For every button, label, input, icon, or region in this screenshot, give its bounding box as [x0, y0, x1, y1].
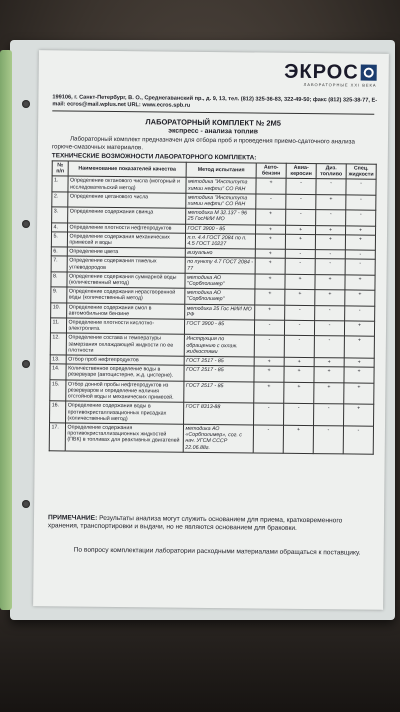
applicability-mark: - — [284, 336, 314, 358]
row-method: визуально — [185, 248, 255, 258]
applicability-mark: + — [344, 383, 374, 405]
row-method: методика "Института химии нефти" СО РАН — [186, 178, 256, 194]
row-parameter: Количественное определение воды в резервуаре (автоцистерне, ж.д. цистерне). — [66, 364, 184, 381]
applicability-mark: + — [315, 274, 345, 290]
applicability-mark: - — [254, 320, 284, 336]
punch-hole — [22, 100, 30, 108]
company-address: 199106, г. Санкт-Петербург, В. О., Среднегаванский пр., д. 9, 13, тел. (812) 325-36-83, 322-49-50; факс (812) 325-38-77, E-mail: ecros@mail.wplus.net URL: www.ecros.spb.ru — [52, 94, 378, 109]
applicability-mark: + — [344, 367, 374, 383]
applicability-mark: - — [345, 306, 375, 322]
applicability-mark: + — [255, 274, 285, 290]
row-number: 5. — [51, 232, 67, 248]
row-number: 15. — [50, 380, 66, 402]
row-parameter: Определение содержания смол в автомобильном бензине — [67, 303, 185, 320]
applicability-mark: - — [343, 426, 373, 454]
applicability-mark: - — [346, 210, 376, 226]
row-parameter: Определение содержания свинца — [68, 207, 186, 224]
punch-hole — [22, 500, 30, 508]
row-parameter: Определение содержания механических примесей и воды — [67, 232, 185, 249]
applicability-mark: + — [345, 235, 375, 251]
applicability-mark: + — [316, 225, 346, 235]
applicability-mark: - — [285, 305, 315, 321]
row-number: 9. — [51, 287, 67, 303]
applicability-mark: + — [284, 357, 314, 367]
row-method: методика АО "Сорбполимер" — [185, 273, 255, 289]
row-parameter: Определение цетанового числа — [68, 192, 186, 209]
applicability-mark: + — [315, 290, 345, 306]
applicability-mark: + — [314, 367, 344, 383]
row-number: 10. — [51, 302, 67, 318]
applicability-mark: + — [286, 225, 316, 235]
applicability-mark: - — [345, 250, 375, 260]
row-number: 7. — [51, 256, 67, 272]
row-number: 1. — [52, 176, 68, 192]
applicability-mark: - — [313, 425, 343, 453]
applicability-mark: + — [255, 258, 285, 274]
section-title: ТЕХНИЧЕСКИЕ ВОЗМОЖНОСТИ ЛАБОРАТОРНОГО КОМПЛЕКТА: — [51, 152, 257, 162]
row-method: методика М 32.137 - 96 25 ГосНИИ МО — [186, 208, 256, 224]
applicability-mark: + — [284, 382, 314, 404]
applicability-mark: - — [314, 336, 344, 358]
applicability-mark: - — [284, 320, 314, 336]
applicability-mark: + — [255, 249, 285, 259]
row-number: 17. — [49, 423, 65, 451]
row-number: 13. — [50, 355, 66, 364]
row-parameter: Определение содержания тяжелых углеводородов — [67, 256, 185, 273]
row-number: 6. — [51, 247, 67, 256]
applicability-mark: + — [345, 290, 375, 306]
row-method: методика "Института химии нефти" СО РАН — [186, 193, 256, 209]
row-method: по пункту 4.7 ГОСТ 2084 - 77 — [185, 258, 255, 274]
row-number: 3. — [52, 207, 68, 223]
applicability-mark: - — [346, 179, 376, 195]
row-parameter: Определение содержания воды в противокристаллизационных присадках (количественный метод) — [66, 401, 184, 424]
row-parameter: Определение плотности нефтепродуктов — [68, 223, 186, 233]
row-number: 8. — [51, 272, 67, 288]
row-number: 4. — [52, 222, 68, 231]
intro-paragraph: Лабораторный комплект предназначен для отбора проб и проведения приемо-сдаточного анализа горюче-смазочных материалов. — [51, 135, 355, 151]
capabilities-table — [49, 160, 377, 454]
table-row — [49, 423, 373, 454]
document-subtitle: экспресс - анализа топлив — [168, 127, 258, 136]
applicability-mark: + — [255, 289, 285, 305]
applicability-mark: - — [316, 210, 346, 226]
row-parameter: Определение плотности кислотно-электролита. — [66, 318, 184, 335]
applicability-mark: - — [286, 194, 316, 210]
applicability-mark: - — [314, 321, 344, 337]
brand-name: ЭКРОС — [284, 60, 359, 84]
applicability-mark: + — [315, 234, 345, 250]
row-number: 16. — [50, 401, 66, 423]
row-parameter: Определение состава и температуры замерзания охлаждающей жидкости по ее плотности — [66, 333, 184, 356]
document-title: ЛАБОРАТОРНЫЙ КОМПЛЕКТ № 2М5 — [145, 117, 281, 128]
row-parameter: Определение цвета — [67, 247, 185, 257]
applicability-mark: - — [285, 259, 315, 275]
applicability-mark: - — [314, 404, 344, 426]
row-parameter: Определение содержания суммарной воды (количественный метод) — [67, 272, 185, 289]
row-method: ГОСТ 2517 - 85 — [184, 366, 254, 382]
applicability-mark: + — [285, 274, 315, 290]
applicability-mark: + — [344, 404, 374, 426]
applicability-mark: + — [314, 358, 344, 368]
punch-holes — [22, 60, 32, 560]
header-number: № п/п — [52, 161, 68, 177]
applicability-mark: - — [285, 250, 315, 260]
applicability-mark: + — [255, 305, 285, 321]
applicability-mark: + — [256, 225, 286, 235]
applicability-mark: - — [254, 403, 284, 425]
header-method: Метод испытания — [186, 162, 256, 178]
applicability-mark: + — [254, 382, 284, 404]
applicability-mark: + — [256, 178, 286, 194]
row-parameter: Определение содержания противокристаллизационных жидкостей (ПВК) в топливах для реактивных двигателей — [65, 423, 183, 452]
row-method: ГОСТ 2517 - 85 — [184, 381, 254, 403]
note-text: Результаты анализа могут служить основанием для приема, кратковременного хранения, транспортировки и выдачи, но не являются основанием для браковки. — [47, 514, 343, 532]
row-parameter: Отбор проб нефтепродуктов — [66, 355, 184, 365]
table-body — [49, 176, 376, 454]
applicability-mark: + — [344, 336, 374, 358]
header-special-fluids: Спец. жидкости — [346, 164, 376, 180]
applicability-mark: + — [284, 367, 314, 383]
row-parameter: Определение октанового числа (моторный и исследовательский метод) — [68, 176, 186, 193]
row-parameter: Отбор донной пробы нефтепродуктов из резервуаров и определение наличия отстойной воды и механических примесей. — [66, 380, 184, 403]
row-method: методика АО "Сорбполимер" — [185, 288, 255, 304]
applicability-mark: + — [256, 209, 286, 225]
applicability-mark: + — [283, 425, 313, 453]
applicability-mark: - — [286, 209, 316, 225]
punch-hole — [22, 360, 30, 368]
row-method: методика АО «Сорбполимер», сог. с нач. УГСМ СССР 22.06.88г. — [183, 424, 253, 453]
binder-edge — [0, 50, 12, 610]
applicability-mark: + — [254, 357, 284, 367]
applicability-mark: + — [344, 358, 374, 368]
row-method: Инструкция по обращению с охлаж. жидкостями — [184, 335, 254, 357]
row-number: 14. — [50, 364, 66, 380]
applicability-mark: - — [316, 179, 346, 195]
applicability-mark: + — [285, 234, 315, 250]
applicability-mark: + — [255, 234, 285, 250]
applicability-mark: + — [344, 321, 374, 337]
row-number: 2. — [52, 192, 68, 208]
applicability-mark: - — [284, 404, 314, 426]
brand-logo — [284, 61, 377, 88]
row-method: ГОСТ 3900 - 85 — [186, 224, 256, 234]
brand-tagline: ЛАБОРАТОРНЫЕ ХХI ВЕКА — [303, 81, 377, 88]
row-number: 12. — [50, 333, 66, 355]
header-gasoline: Авто-бензин — [256, 163, 286, 179]
row-method: ГОСТ 2517 - 85 — [184, 356, 254, 366]
applicability-mark: - — [345, 259, 375, 275]
header-diesel: Диз. топливо — [316, 164, 346, 180]
applicability-mark: - — [315, 259, 345, 275]
applicability-mark: - — [346, 195, 376, 211]
applicability-mark: - — [254, 335, 284, 357]
row-parameter: Определение содержания нерастворенной воды (количественный метод) — [67, 287, 185, 304]
applicability-mark: + — [254, 366, 284, 382]
note-label: ПРИМЕЧАНИЕ: — [47, 514, 98, 522]
note-paragraph — [48, 514, 372, 533]
applicability-mark: + — [285, 290, 315, 306]
closing-paragraph: По вопросу комплектации лаборатории расходными материалами обращаться к поставщику. — [73, 546, 361, 557]
applicability-mark: - — [253, 425, 283, 453]
applicability-mark: - — [256, 194, 286, 210]
row-method: ГОСТ 8313-88 — [184, 403, 254, 425]
applicability-mark: + — [345, 275, 375, 291]
document-page — [33, 50, 389, 610]
row-method: п.п. 4.4 ГОСТ 2084 по п. 4.5 ГОСТ 10227 — [185, 233, 255, 249]
applicability-mark: - — [315, 305, 345, 321]
row-number: 11. — [50, 318, 66, 334]
header-parameter: Наименование показателей качества — [68, 161, 186, 178]
punch-hole — [22, 220, 30, 228]
row-method: ГОСТ 3900 - 85 — [184, 319, 254, 335]
header-kerosene: Авиа-керосин — [286, 163, 316, 179]
logo-mark-icon — [361, 65, 377, 81]
applicability-mark: + — [316, 194, 346, 210]
row-method: методика 25 Гос НИИ МО РФ — [185, 304, 255, 320]
applicability-mark: - — [315, 250, 345, 260]
applicability-mark: + — [314, 382, 344, 404]
applicability-mark: - — [286, 179, 316, 195]
applicability-mark: + — [346, 226, 376, 236]
